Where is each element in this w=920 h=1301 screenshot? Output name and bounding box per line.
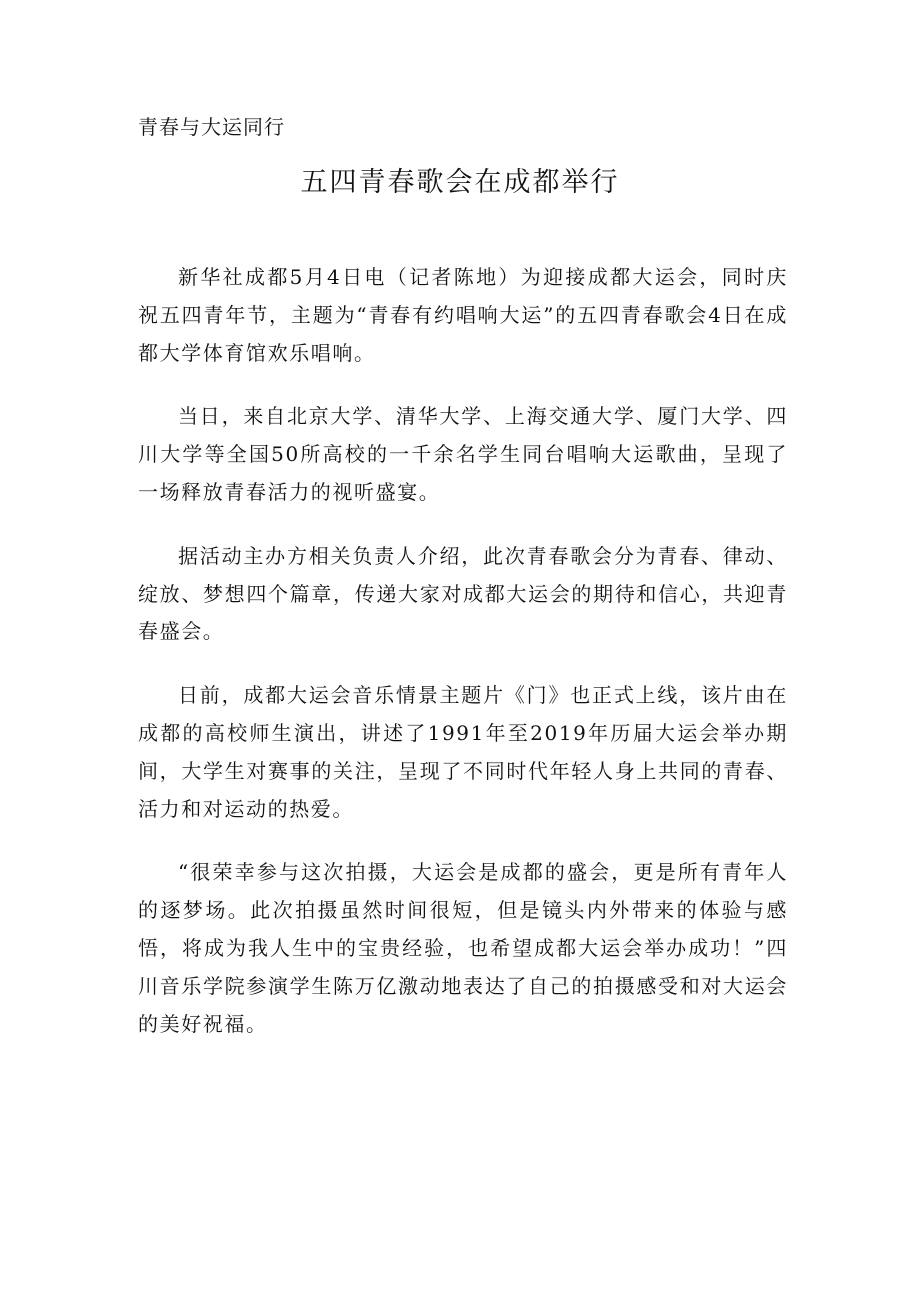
paragraph: “很荣幸参与这次拍摄，大运会是成都的盛会，更是所有青年人的逐梦场。此次拍摄虽然时间很短，但是镜头内外带来的体验与感悟，将成为我人生中的宝贵经验，也希望成都大运会举办成功！”四川音乐学院参演学生陈万亿激动地表达了自己的拍摄感受和对大运会的美好祝福。 [138, 860, 788, 1036]
paragraph: 日前，成都大运会音乐情景主题片《门》也正式上线，该片由在成都的高校师生演出，讲述了1991年至2019年历届大运会举办期间，大学生对赛事的关注，呈现了不同时代年轻人身上共同的青春、活力和对运动的热爱。 [138, 683, 788, 821]
paragraph: 据活动主办方相关负责人介绍，此次青春歌会分为青春、律动、绽放、梦想四个篇章，传递大家对成都大运会的期待和信心，共迎青春盛会。 [138, 543, 788, 644]
paragraph: 当日，来自北京大学、清华大学、上海交通大学、厦门大学、四川大学等全国50所高校的一千余名学生同台唱响大运歌曲，呈现了一场释放青春活力的视听盛宴。 [138, 404, 788, 504]
article-body [138, 259, 788, 1069]
paragraph: 新华社成都5月4日电（记者陈地）为迎接成都大运会，同时庆祝五四青年节，主题为“青春有约唱响大运”的五四青春歌会4日在成都大学体育馆欢乐唱响。 [138, 265, 788, 365]
article-kicker: 青春与大运同行 [138, 115, 285, 139]
article-title: 五四青春歌会在成都举行 [300, 167, 620, 198]
